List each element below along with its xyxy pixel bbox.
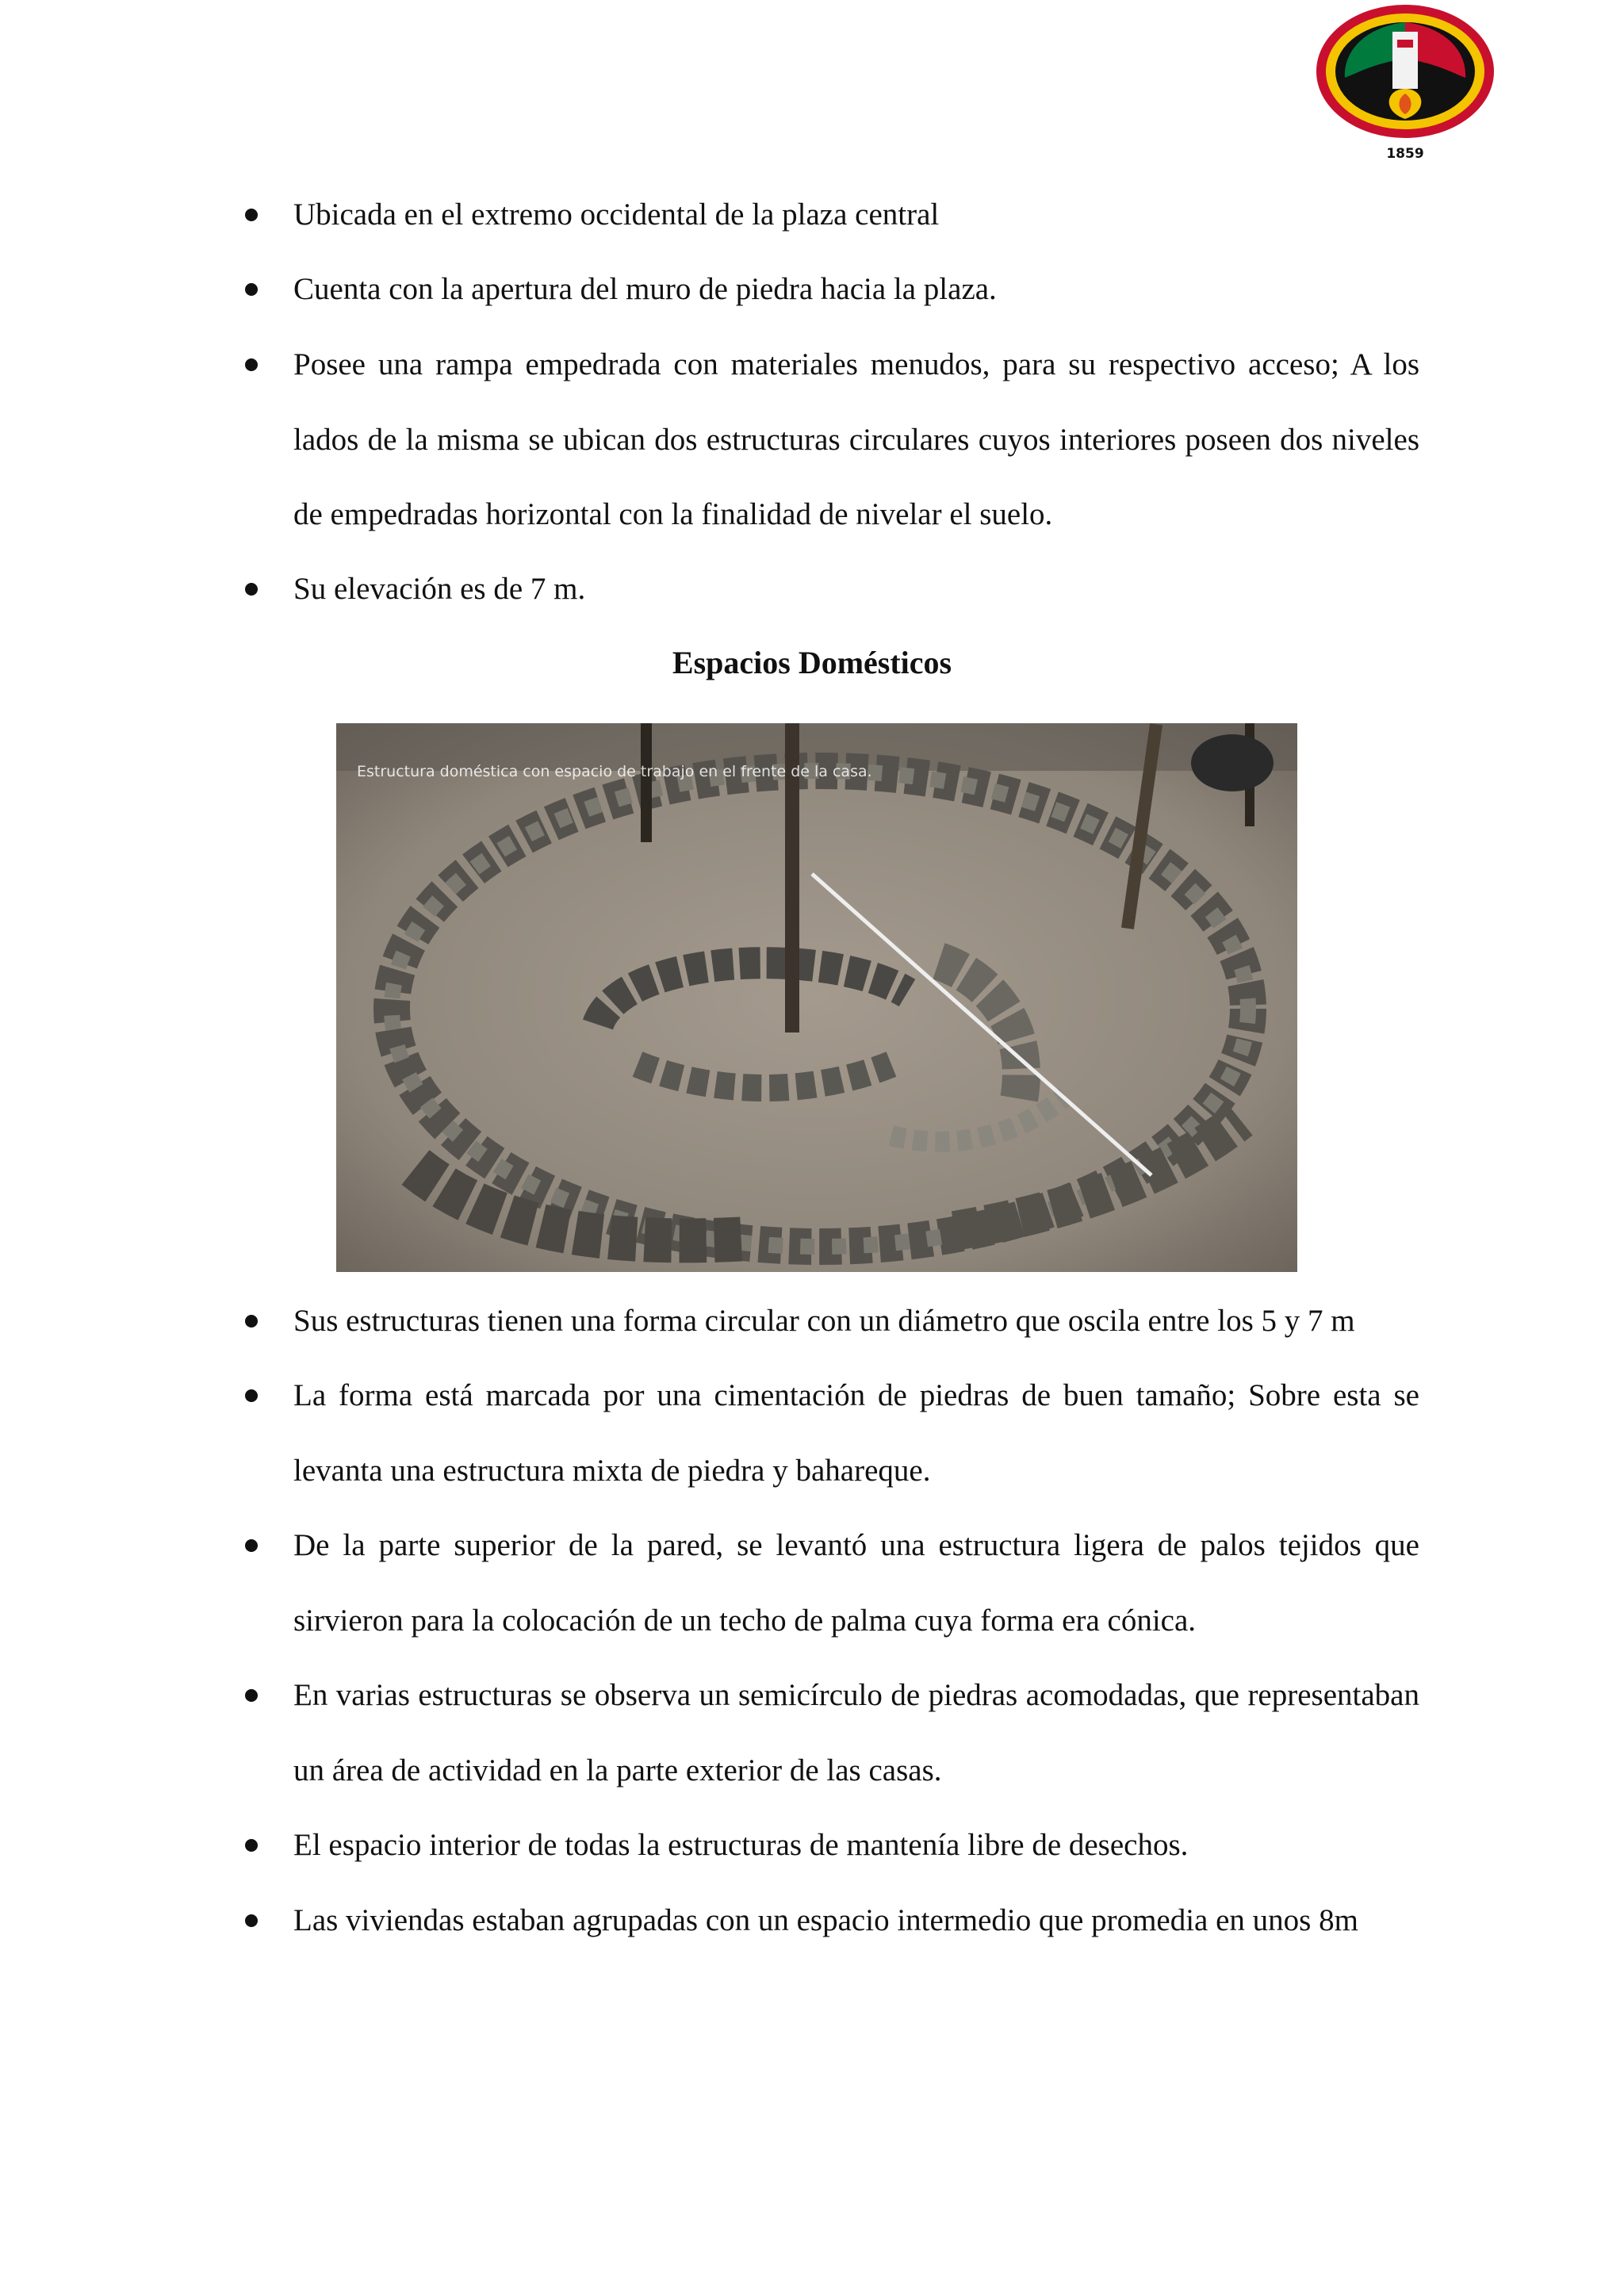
list-item-text: De la parte superior de la pared, se levantó una estructura ligera de palos tejidos que sirvieron para la colocación de un techo de palma cuya forma era cónica. bbox=[293, 1528, 1419, 1638]
bullet-dot-icon bbox=[245, 583, 258, 596]
bullet-dot-icon bbox=[245, 1389, 258, 1402]
list-item-text: Ubicada en el extremo occidental de la plaza central bbox=[293, 197, 940, 232]
list-item-text: Cuenta con la apertura del muro de piedra hacia la plaza. bbox=[293, 272, 997, 306]
bullet-dot-icon bbox=[245, 1914, 258, 1927]
bullet-dot-icon bbox=[245, 1839, 258, 1852]
list-item-text: El espacio interior de todas la estructuras de mantenía libre de desechos. bbox=[293, 1828, 1189, 1862]
bullet-dot-icon bbox=[245, 1539, 258, 1552]
bullet-dot-icon bbox=[245, 1689, 258, 1702]
archaeological-site-photo bbox=[336, 723, 1297, 1272]
section-title: Espacios Domésticos bbox=[672, 645, 952, 680]
list-item-text: Sus estructuras tienen una forma circular con un diámetro que oscila entre los 5 y 7 m bbox=[293, 1304, 1355, 1338]
list-item-text: En varias estructuras se observa un semicírculo de piedras acomodadas, que representaban un área de actividad en la parte exterior de las casas. bbox=[293, 1678, 1419, 1787]
seal-year: 1859 bbox=[1386, 146, 1424, 162]
list-item-text: La forma está marcada por una cimentación de piedras de buen tamaño; Sobre esta se levanta una estructura mixta de piedra y bahareque. bbox=[293, 1378, 1419, 1488]
photo-caption: Estructura doméstica con espacio de trabajo en el frente de la casa. bbox=[357, 763, 872, 780]
list-item-text: Posee una rampa empedrada con materiales menudos, para su respectivo acceso; A los lados de la misma se ubican dos estructuras circulares cuyos interiores poseen dos niveles de empedradas horizontal con la finalidad de nivelar el suelo. bbox=[293, 347, 1419, 531]
bullet-dot-icon bbox=[245, 1315, 258, 1328]
bullet-dot-icon bbox=[245, 283, 258, 296]
bullet-dot-icon bbox=[245, 209, 258, 221]
list-item-text: Su elevación es de 7 m. bbox=[293, 572, 586, 606]
bullet-dot-icon bbox=[245, 358, 258, 371]
list-item-text: Las viviendas estaban agrupadas con un espacio intermedio que promedia en unos 8m bbox=[293, 1903, 1358, 1937]
university-seal-logo bbox=[1310, 0, 1500, 163]
